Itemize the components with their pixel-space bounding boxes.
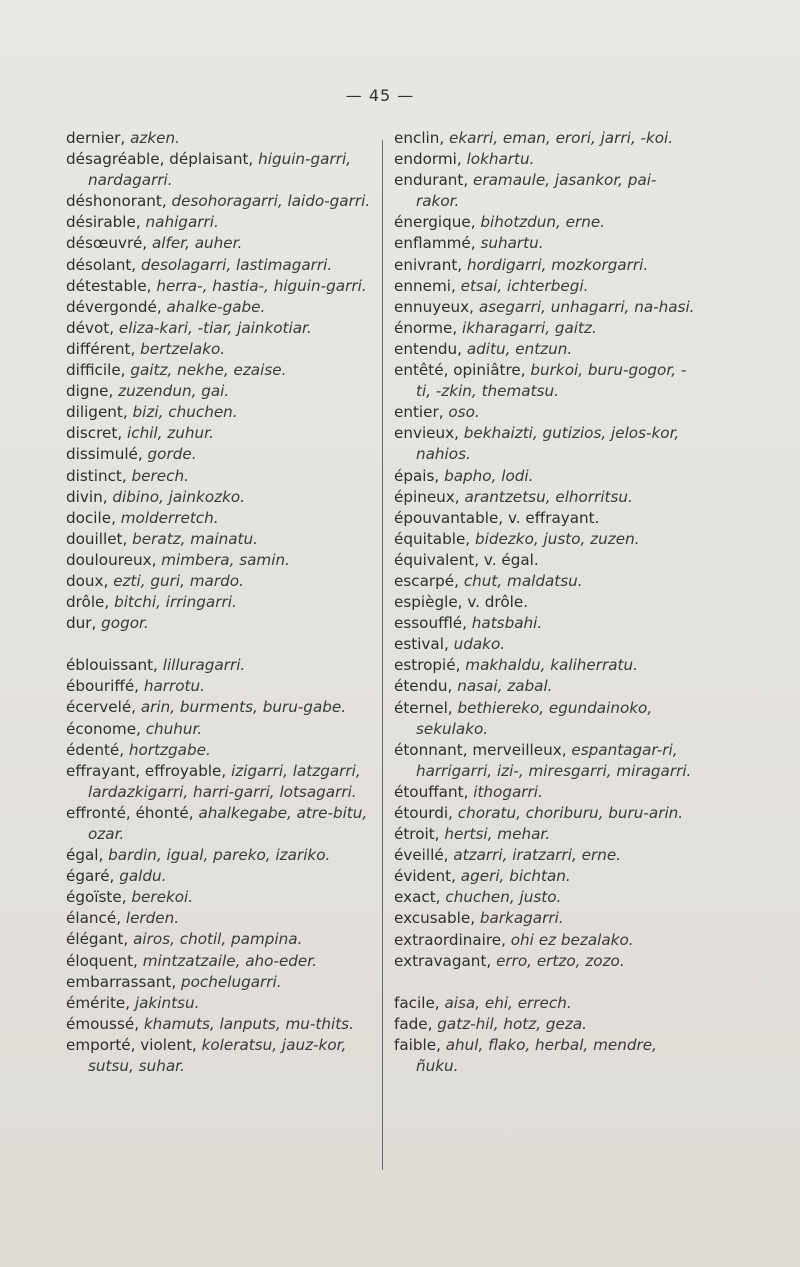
entry-translation: chuchen, justo. (445, 888, 562, 907)
entry-translation: berekoi. (131, 888, 194, 907)
entry-translation: asegarri, unhagarri, na-hasi. (478, 297, 695, 316)
entry-translation: hordigarri, mozkorgarri. (466, 255, 649, 274)
entry-translation: lerden. (125, 909, 180, 928)
dictionary-entry (66, 951, 372, 972)
entry-translation: chuhur. (145, 719, 203, 738)
entry-translation: beratz, mainatu. (132, 529, 258, 548)
entry-headword: évident, (394, 867, 461, 886)
dictionary-entry (394, 128, 698, 149)
dictionary-entry (66, 444, 372, 465)
entry-translation: bekhaizti, gutizios, jelos-kor, nahios. (416, 424, 680, 464)
dictionary-entry (394, 592, 698, 613)
entry-headword: dévergondé, (66, 297, 167, 316)
dictionary-entry (394, 908, 698, 929)
dictionary-entry (66, 149, 372, 191)
dictionary-entry (66, 761, 372, 803)
dictionary-entry (394, 550, 698, 571)
entry-headword: entier, (394, 403, 449, 422)
dictionary-entry (66, 740, 372, 761)
dictionary-entry (66, 339, 372, 360)
entry-translation: erro, ertzo, zozo. (496, 951, 625, 970)
dictionary-entry (66, 381, 372, 402)
dictionary-entry (394, 170, 698, 212)
dictionary-entry (66, 887, 372, 908)
dictionary-entry (66, 866, 372, 887)
dictionary-entry (66, 466, 372, 487)
entry-headword: embarrassant, (66, 972, 181, 991)
entry-translation: hortzgabe. (128, 740, 211, 759)
entry-translation: zuzendun, gai. (118, 382, 230, 401)
dictionary-entry (394, 233, 698, 254)
dictionary-entry (394, 613, 698, 634)
entry-translation: harrotu. (143, 677, 205, 696)
entry-headword: divin, (66, 487, 113, 506)
dictionary-entry (394, 255, 698, 276)
entry-headword: emporté, violent, (66, 1035, 202, 1054)
entry-headword: diligent, (66, 403, 133, 422)
entry-headword: exact, (394, 888, 446, 907)
entry-translation: desohoragarri, laido-garri. (171, 192, 371, 211)
entry-headword: endurant, (394, 171, 474, 190)
entry-translation: atzarri, iratzarri, erne. (453, 846, 621, 865)
entry-headword: ennemi, (394, 276, 461, 295)
dictionary-entry (66, 191, 372, 212)
dictionary-entry (66, 929, 372, 950)
entry-translation: ahalke-gabe. (166, 297, 266, 316)
entry-translation: molderretch. (120, 508, 219, 527)
entry-translation: ahalkegabe, atre-bitu, ozar. (88, 803, 368, 843)
entry-headword: distinct, (66, 466, 132, 485)
entry-translation: gogor. (101, 614, 149, 633)
dictionary-entry (66, 233, 372, 254)
dictionary-entry (66, 550, 372, 571)
dictionary-entry (394, 149, 698, 170)
entry-headword: économe, (66, 719, 146, 738)
entry-translation: suhartu. (480, 234, 544, 253)
dictionary-entry (394, 571, 698, 592)
entry-headword: estropié, (394, 656, 466, 675)
entry-headword: effronté, éhonté, (66, 803, 199, 822)
entry-headword: équivalent, v. égal. (394, 550, 539, 569)
entry-headword: extravagant, (394, 951, 497, 970)
dictionary-entry (394, 423, 698, 465)
entry-translation: hertsi, mehar. (444, 825, 551, 844)
dictionary-entry (66, 360, 372, 381)
entry-headword: émérite, (66, 993, 135, 1012)
entry-translation: herra-, hastia-, higuin-garri. (156, 276, 367, 295)
dictionary-entry (66, 571, 372, 592)
dictionary-entry (394, 655, 698, 676)
entry-headword: élancé, (66, 909, 126, 928)
entry-translation: udako. (453, 635, 506, 654)
entry-translation: pochelugarri. (180, 972, 282, 991)
entry-headword: épouvantable, v. effrayant. (394, 508, 600, 527)
entry-translation: nasai, zabal. (457, 677, 553, 696)
dictionary-entry (394, 866, 698, 887)
entry-headword: écervelé, (66, 698, 141, 717)
entry-translation: bitchi, irringarri. (114, 593, 237, 612)
dictionary-entry (394, 887, 698, 908)
entry-translation: nahigarri. (145, 213, 219, 232)
dictionary-entry (394, 676, 698, 697)
dictionary-entry (394, 402, 698, 423)
dictionary-entry (66, 972, 372, 993)
entry-headword: désolant, (66, 255, 141, 274)
entry-translation: bertzelako. (140, 339, 226, 358)
dictionary-entry (66, 1014, 372, 1035)
dictionary-entry (66, 803, 372, 845)
entry-translation: arantzetsu, elhorritsu. (464, 487, 633, 506)
entry-headword: énorme, (394, 318, 463, 337)
entry-translation: airos, chotil, pampina. (133, 930, 303, 949)
entry-translation: higuin-garri, nardagarri. (88, 150, 352, 190)
column-divider (382, 140, 383, 1170)
entry-headword: excusable, (394, 909, 480, 928)
entry-translation: bethiereko, egundainoko, sekulako. (416, 698, 653, 738)
entry-headword: doux, (66, 571, 114, 590)
dictionary-entry (66, 845, 372, 866)
entry-translation: khamuts, lanputs, mu-thits. (143, 1014, 354, 1033)
entry-translation: lokhartu. (466, 150, 535, 169)
entry-headword: étonnant, merveilleux, (394, 740, 572, 759)
entry-translation: barkagarri. (479, 909, 564, 928)
entry-translation: aisa, ehi, errech. (444, 993, 572, 1012)
entry-translation: jakintsu. (134, 993, 200, 1012)
entry-translation: choratu, choriburu, buru-arin. (457, 804, 684, 822)
entry-translation: ezti, guri, mardo. (113, 571, 244, 590)
entry-headword: douillet, (66, 529, 133, 548)
entry-translation: ahul, flako, herbal, mendre, ñuku. (416, 1035, 657, 1076)
entry-headword: égoïste, (66, 888, 132, 907)
dictionary-entry (394, 634, 698, 655)
entry-headword: essoufflé, (394, 614, 472, 633)
dictionary-entry (66, 318, 372, 339)
entry-translation: berech. (131, 466, 189, 485)
entry-translation: azken. (130, 129, 180, 147)
entry-translation: arin, burments, buru-gabe. (140, 698, 347, 717)
dictionary-entry (394, 993, 698, 1014)
dictionary-entry (394, 824, 698, 845)
entry-headword: ébouriffé, (66, 677, 144, 696)
entry-translation: bidezko, justo, zuzen. (474, 529, 640, 548)
entry-headword: épineux, (394, 487, 465, 506)
dictionary-entry (394, 930, 698, 951)
entry-headword: espiègle, v. drôle. (394, 593, 529, 612)
dictionary-entry (66, 402, 372, 423)
entry-headword: dévot, (66, 318, 119, 337)
entry-translation: dibino, jainkozko. (112, 487, 245, 506)
entry-headword: digne, (66, 382, 119, 401)
entry-headword: étroit, (394, 825, 445, 844)
entry-translation: ikharagarri, gaitz. (462, 318, 597, 337)
dictionary-entry (66, 487, 372, 508)
dictionary-entry (66, 697, 372, 718)
entry-headword: élégant, (66, 930, 134, 949)
dictionary-entry (66, 592, 372, 613)
dictionary-entry (66, 297, 372, 318)
entry-translation: oso. (448, 403, 480, 422)
entry-headword: dissimulé, (66, 445, 148, 464)
dictionary-entry (66, 993, 372, 1014)
entry-translation: makhaldu, kaliherratu. (465, 656, 638, 675)
entry-translation: gatz-hil, hotz, geza. (437, 1014, 587, 1033)
entry-translation: galdu. (119, 867, 167, 886)
dictionary-entry (394, 1035, 698, 1077)
entry-translation: aditu, entzun. (466, 339, 573, 358)
entry-translation: ekarri, eman, erori, jarri, -koi. (449, 129, 674, 147)
entry-translation: bizi, chuchen. (132, 403, 238, 422)
entry-headword: faible, (394, 1035, 446, 1054)
entry-headword: éblouissant, (66, 656, 163, 675)
entry-headword: désœuvré, (66, 234, 152, 253)
dictionary-entry (394, 698, 698, 740)
entry-headword: étouffant, (394, 782, 474, 801)
entry-headword: envieux, (394, 424, 464, 443)
entry-translation: ithogarri. (473, 782, 543, 801)
dictionary-entry (66, 719, 372, 740)
entry-translation: chut, maldatsu. (463, 571, 583, 590)
entry-headword: étendu, (394, 677, 458, 696)
entry-headword: dernier, (66, 129, 131, 147)
entry-headword: éveillé, (394, 846, 454, 865)
dictionary-entry (394, 297, 698, 318)
entry-headword: effrayant, effroyable, (66, 761, 232, 780)
left-column (66, 128, 372, 1077)
dictionary-entry (66, 128, 372, 149)
dictionary-entry (394, 318, 698, 339)
dictionary-entry (66, 508, 372, 529)
entry-headword: équitable, (394, 529, 475, 548)
entry-headword: fade, (394, 1014, 438, 1033)
dictionary-entry (394, 951, 698, 972)
dictionary-entry (394, 360, 698, 402)
entry-translation: burkoi, buru-gogor, -ti, -zkin, thematsu. (416, 361, 687, 401)
dictionary-entry (394, 212, 698, 233)
entry-headword: enivrant, (394, 255, 467, 274)
dictionary-entry (394, 508, 698, 529)
entry-headword: déshonorant, (66, 192, 172, 211)
dictionary-entry (394, 740, 698, 782)
dictionary-entry (66, 1035, 372, 1077)
entry-headword: éloquent, (66, 951, 143, 970)
entry-headword: désagréable, déplaisant, (66, 150, 259, 169)
entry-headword: dur, (66, 614, 102, 633)
section-gap (66, 634, 372, 655)
dictionary-entry (66, 529, 372, 550)
page-number: — 45 — (345, 86, 415, 105)
entry-headword: détestable, (66, 276, 157, 295)
entry-translation: mintzatzaile, aho-eder. (142, 951, 317, 970)
entry-headword: éternel, (394, 698, 458, 717)
entry-translation: gorde. (147, 445, 197, 464)
entry-translation: bardin, igual, pareko, izariko. (108, 846, 331, 865)
entry-headword: facile, (394, 993, 445, 1012)
entry-translation: ichil, zuhur. (127, 424, 214, 443)
entry-translation: etsai, ichterbegi. (460, 276, 589, 295)
dictionary-entry (66, 655, 372, 676)
dictionary-entry (66, 908, 372, 929)
right-column (394, 128, 698, 1077)
entry-headword: égal, (66, 846, 109, 865)
entry-translation: ageri, bichtan. (460, 867, 571, 886)
entry-translation: eliza-kari, -tiar, jainkotiar. (118, 318, 312, 337)
entry-headword: entêté, opiniâtre, (394, 361, 531, 380)
entry-headword: endormi, (394, 150, 467, 169)
dictionary-entry (394, 487, 698, 508)
entry-translation: mimbera, samin. (161, 550, 290, 569)
dictionary-entry (394, 339, 698, 360)
dictionary-entry (66, 613, 372, 634)
dictionary-entry (394, 782, 698, 803)
entry-translation: izigarri, latzgarri, lardazkigarri, harri-garri, lotsagarri. (88, 761, 361, 801)
dictionary-entry (66, 276, 372, 297)
entry-translation: bapho, lodi. (444, 466, 534, 485)
entry-headword: drôle, (66, 593, 115, 612)
entry-translation: hatsbahi. (471, 614, 543, 633)
entry-headword: discret, (66, 424, 127, 443)
entry-headword: égaré, (66, 867, 120, 886)
entry-headword: entendu, (394, 339, 467, 358)
entry-translation: alfer, auher. (151, 234, 243, 253)
dictionary-entry (394, 845, 698, 866)
entry-headword: édenté, (66, 740, 129, 759)
entry-headword: désirable, (66, 213, 146, 232)
entry-headword: escarpé, (394, 571, 464, 590)
entry-headword: étourdi, (394, 804, 458, 822)
entry-headword: extraordinaire, (394, 930, 511, 949)
dictionary-entry (394, 276, 698, 297)
entry-translation: bihotzdun, erne. (480, 213, 606, 232)
entry-headword: douloureux, (66, 550, 162, 569)
dictionary-entry (394, 803, 698, 824)
dictionary-entry (394, 466, 698, 487)
entry-headword: difficile, (66, 361, 131, 380)
entry-headword: ennuyeux, (394, 297, 479, 316)
entry-headword: différent, (66, 339, 141, 358)
entry-headword: émoussé, (66, 1014, 144, 1033)
entry-headword: docile, (66, 508, 121, 527)
dictionary-entry (66, 423, 372, 444)
entry-translation: koleratsu, jauz-kor, sutsu, suhar. (88, 1035, 347, 1076)
entry-headword: épais, (394, 466, 445, 485)
entry-translation: espantagar-ri, harrigarri, izi-, miresgarri, miragarri. (416, 740, 692, 780)
entry-translation: desolagarri, lastimagarri. (140, 255, 333, 274)
entry-translation: gaitz, nekhe, ezaise. (130, 361, 287, 380)
entry-headword: énergique, (394, 213, 481, 232)
dictionary-entry (66, 212, 372, 233)
entry-headword: enflammé, (394, 234, 481, 253)
dictionary-entry (66, 255, 372, 276)
entry-translation: eramaule, jasankor, pai-rakor. (416, 171, 657, 211)
dictionary-entry (394, 529, 698, 550)
entry-headword: estival, (394, 635, 454, 654)
section-gap (394, 972, 698, 993)
entry-headword: enclin, (394, 129, 450, 147)
entry-translation: lilluragarri. (162, 656, 246, 675)
entry-translation: ohi ez bezalako. (510, 930, 634, 949)
dictionary-entry (66, 676, 372, 697)
dictionary-entry (394, 1014, 698, 1035)
